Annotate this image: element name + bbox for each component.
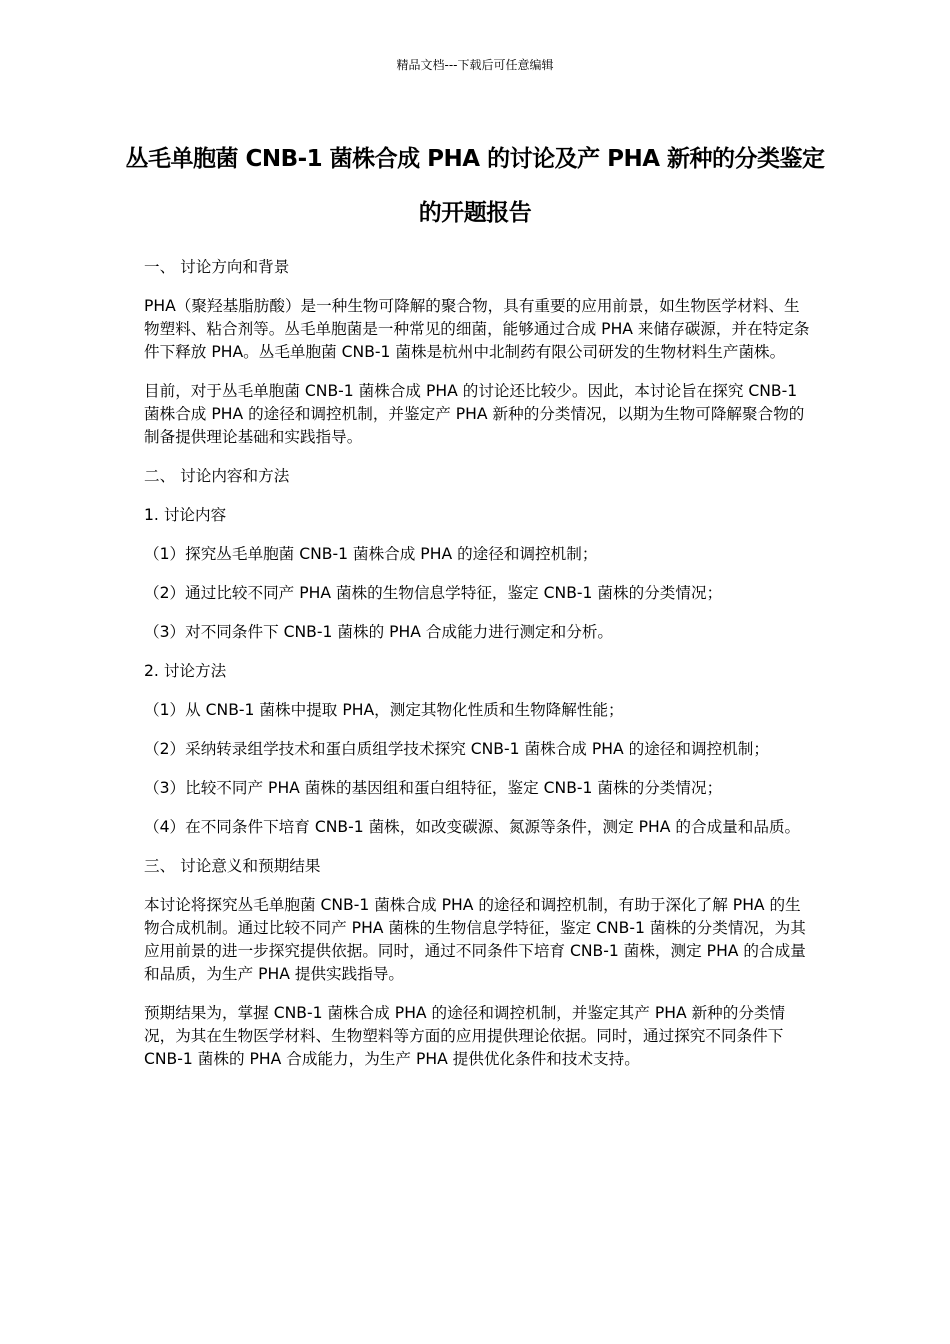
content-item-2: （2）通过比较不同产 PHA 菌株的生物信息学特征，鉴定 CNB-1 菌株的分类情况； bbox=[144, 584, 723, 602]
section-2-subheading-content: 1. 讨论内容 bbox=[144, 506, 227, 524]
section-1-paragraph-1: PHA（聚羟基脂肪酸）是一种生物可降解的聚合物，具有重要的应用前景，如生物医学材料、生物塑料、粘合剂等。丛毛单胞菌是一种常见的细菌，能够通过合成 PHA 来储存碳源，并在特定条件下释放 PHA。丛毛单胞菌 CNB-1 菌株是杭州中北制药有限公司研发的生物材料生产菌株。 bbox=[144, 297, 810, 361]
section-2-subheading-method: 2. 讨论方法 bbox=[144, 662, 227, 680]
section-2-heading: 二、 讨论内容和方法 bbox=[144, 467, 290, 485]
method-item-1: （1）从 CNB-1 菌株中提取 PHA，测定其物化性质和生物降解性能； bbox=[144, 701, 624, 719]
section-3-paragraph-1: 本讨论将探究丛毛单胞菌 CNB-1 菌株合成 PHA 的途径和调控机制，有助于深化了解 PHA 的生物合成机制。通过比较不同产 PHA 菌株的生物信息学特征，鉴定 CNB-1 菌株的分类情况，为其应用前景的进一步探究提供依据。同时，通过不同条件下培育 CNB-1 菌株，测定 PHA 的合成量和品质，为生产 PHA 提供实践指导。 bbox=[144, 896, 806, 983]
content-item-3: （3）对不同条件下 CNB-1 菌株的 PHA 合成能力进行测定和分析。 bbox=[144, 623, 614, 641]
section-1-heading: 一、 讨论方向和背景 bbox=[144, 258, 290, 276]
document-body bbox=[144, 256, 810, 1087]
section-3-heading: 三、 讨论意义和预期结果 bbox=[144, 857, 321, 875]
section-1-paragraph-2: 目前，对于丛毛单胞菌 CNB-1 菌株合成 PHA 的讨论还比较少。因此，本讨论旨在探究 CNB-1 菌株合成 PHA 的途径和调控机制，并鉴定产 PHA 新种的分类情况，以期为生物可降解聚合物的制备提供理论基础和实践指导。 bbox=[144, 382, 805, 446]
method-item-2: （2）采纳转录组学技术和蛋白质组学技术探究 CNB-1 菌株合成 PHA 的途径和调控机制； bbox=[144, 740, 769, 758]
document-title: 丛毛单胞菌 CNB-1 菌株合成 PHA 的讨论及产 PHA 新种的分类鉴定的开题报告 bbox=[125, 146, 825, 226]
method-item-4: （4）在不同条件下培育 CNB-1 菌株，如改变碳源、氮源等条件，测定 PHA 的合成量和品质。 bbox=[144, 818, 801, 836]
content-item-1: （1）探究丛毛单胞菌 CNB-1 菌株合成 PHA 的途径和调控机制； bbox=[144, 545, 598, 563]
method-item-3: （3）比较不同产 PHA 菌株的基因组和蛋白组特征，鉴定 CNB-1 菌株的分类情况； bbox=[144, 779, 723, 797]
header-note: 精品文档---下载后可任意编辑 bbox=[396, 58, 554, 72]
section-3-paragraph-2: 预期结果为，掌握 CNB-1 菌株合成 PHA 的途径和调控机制，并鉴定其产 PHA 新种的分类情况，为其在生物医学材料、生物塑料等方面的应用提供理论依据。同时，通过探究不同条件下 CNB-1 菌株的 PHA 合成能力，为生产 PHA 提供优化条件和技术支持。 bbox=[144, 1004, 786, 1068]
